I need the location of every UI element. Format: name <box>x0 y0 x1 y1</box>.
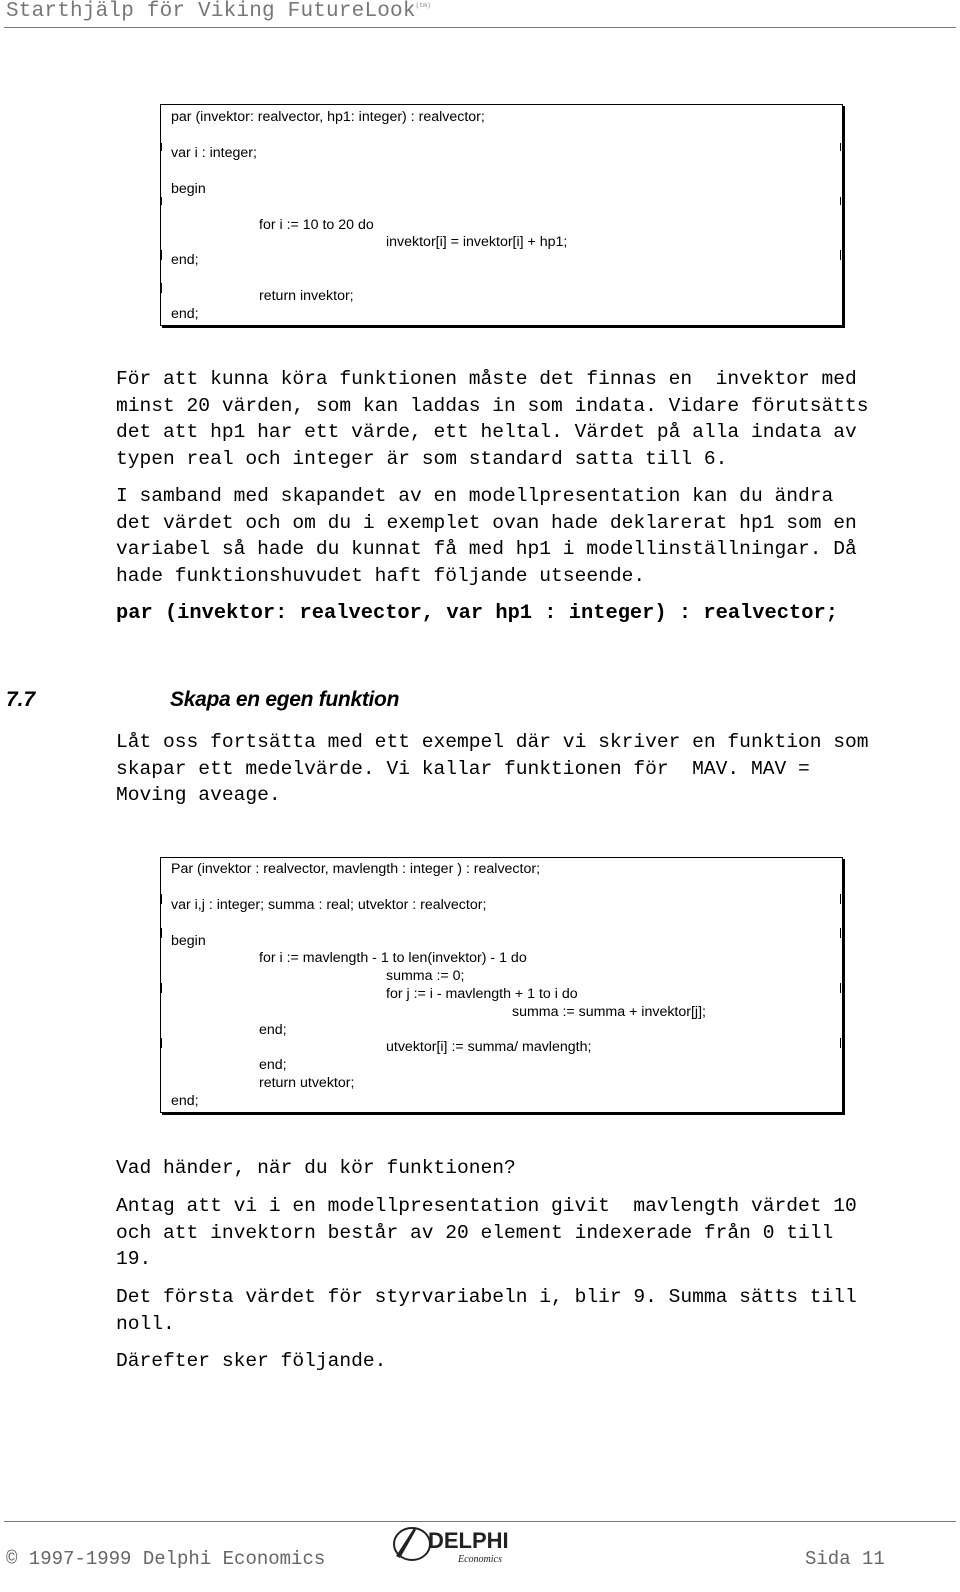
box-tick <box>840 143 841 151</box>
code-line: end; <box>171 1093 199 1109</box>
box-tick <box>161 1038 162 1048</box>
code-line: for j := i - mavlength + 1 to i do <box>386 986 578 1002</box>
code-line: for i := mavlength - 1 to len(invektor) - 1 do <box>259 950 527 966</box>
code-box-mav-function <box>160 857 843 1113</box>
box-tick <box>161 928 162 938</box>
box-tick <box>161 283 162 293</box>
code-line: var i,j : integer; summa : real; utvektor : realvector; <box>171 897 487 913</box>
code-line: end; <box>171 306 199 322</box>
logo-wordmark: DELPHI <box>428 1528 509 1553</box>
paragraph-then: Därefter sker följande. <box>116 1350 387 1372</box>
code-line: invektor[i] = invektor[i] + hp1; <box>386 234 568 250</box>
delphi-economics-logo <box>386 1522 516 1566</box>
function-signature: par (invektor: realvector, var hp1 : integer) : realvector; <box>116 602 838 625</box>
paragraph-requirements: För att kunna köra funktionen måste det finnas en invektor med minst 20 värden, som kan laddas in som indata. Vidare förutsätts det att hp1 har ett värde, ett heltal. Värdet på alla indata av typen real och integer är som standard satta till 6. <box>116 368 869 470</box>
header-title-text: Starthjälp för Viking FutureLook <box>6 0 416 23</box>
footer-page-number: Sida 11 <box>805 1548 885 1570</box>
paragraph-question: Vad händer, när du kör funktionen? <box>116 1157 516 1179</box>
logo-subtext: Economics <box>458 1554 502 1565</box>
box-tick <box>161 143 162 151</box>
section-number: 7.7 <box>6 688 36 711</box>
code-line: utvektor[i] := summa/ mavlength; <box>386 1039 592 1055</box>
box-tick <box>840 197 841 205</box>
box-tick <box>840 983 841 993</box>
code-line: par (invektor: realvector, hp1: integer) : realvector; <box>171 109 485 125</box>
code-line: summa := 0; <box>386 968 465 984</box>
box-tick <box>840 894 841 904</box>
code-line: Par (invektor : realvector, mavlength : integer ) : realvector; <box>171 861 541 877</box>
paragraph-first-value: Det första värdet för styrvariabeln i, blir 9. Summa sätts till noll. <box>116 1286 857 1335</box>
code-line: end; <box>171 252 199 268</box>
box-tick <box>840 928 841 938</box>
code-line: var i : integer; <box>171 145 257 161</box>
code-line: end; <box>259 1057 287 1073</box>
trademark-mark: (tm) <box>415 2 431 9</box>
code-line: return invektor; <box>259 288 354 304</box>
page-header-title <box>6 0 431 23</box>
code-box-parameter-example <box>160 104 843 326</box>
section-title: Skapa en egen funktion <box>170 688 400 711</box>
box-tick <box>161 983 162 993</box>
code-line: begin <box>171 181 206 197</box>
box-tick <box>161 250 162 260</box>
code-line: for i := 10 to 20 do <box>259 217 374 233</box>
box-tick <box>161 894 162 904</box>
code-line: return utvektor; <box>259 1075 355 1091</box>
code-line: end; <box>259 1022 287 1038</box>
code-line: begin <box>171 933 206 949</box>
header-divider <box>4 27 956 28</box>
box-tick <box>161 197 162 205</box>
paragraph-assumption: Antag att vi i en modellpresentation givit mavlength värdet 10 och att invektorn består av 20 element indexerade från 0 till 19. <box>116 1195 857 1271</box>
box-tick <box>840 1038 841 1048</box>
code-line: summa := summa + invektor[j]; <box>512 1004 706 1020</box>
box-tick <box>840 250 841 260</box>
paragraph-section-intro: Låt oss fortsätta med ett exempel där vi skriver en funktion som skapar ett medelvärde. Vi kallar funktionen för MAV. MAV = Moving aveage. <box>116 731 869 807</box>
paragraph-model-settings: I samband med skapandet av en modellpresentation kan du ändra det värdet och om du i exemplet ovan hade deklarerat hp1 som en variabel så hade du kunnat få med hp1 i modellinställningar. Då hade funktionshuvudet haft följande utseende. <box>116 485 857 587</box>
footer-copyright: © 1997-1999 Delphi Economics <box>6 1548 326 1570</box>
